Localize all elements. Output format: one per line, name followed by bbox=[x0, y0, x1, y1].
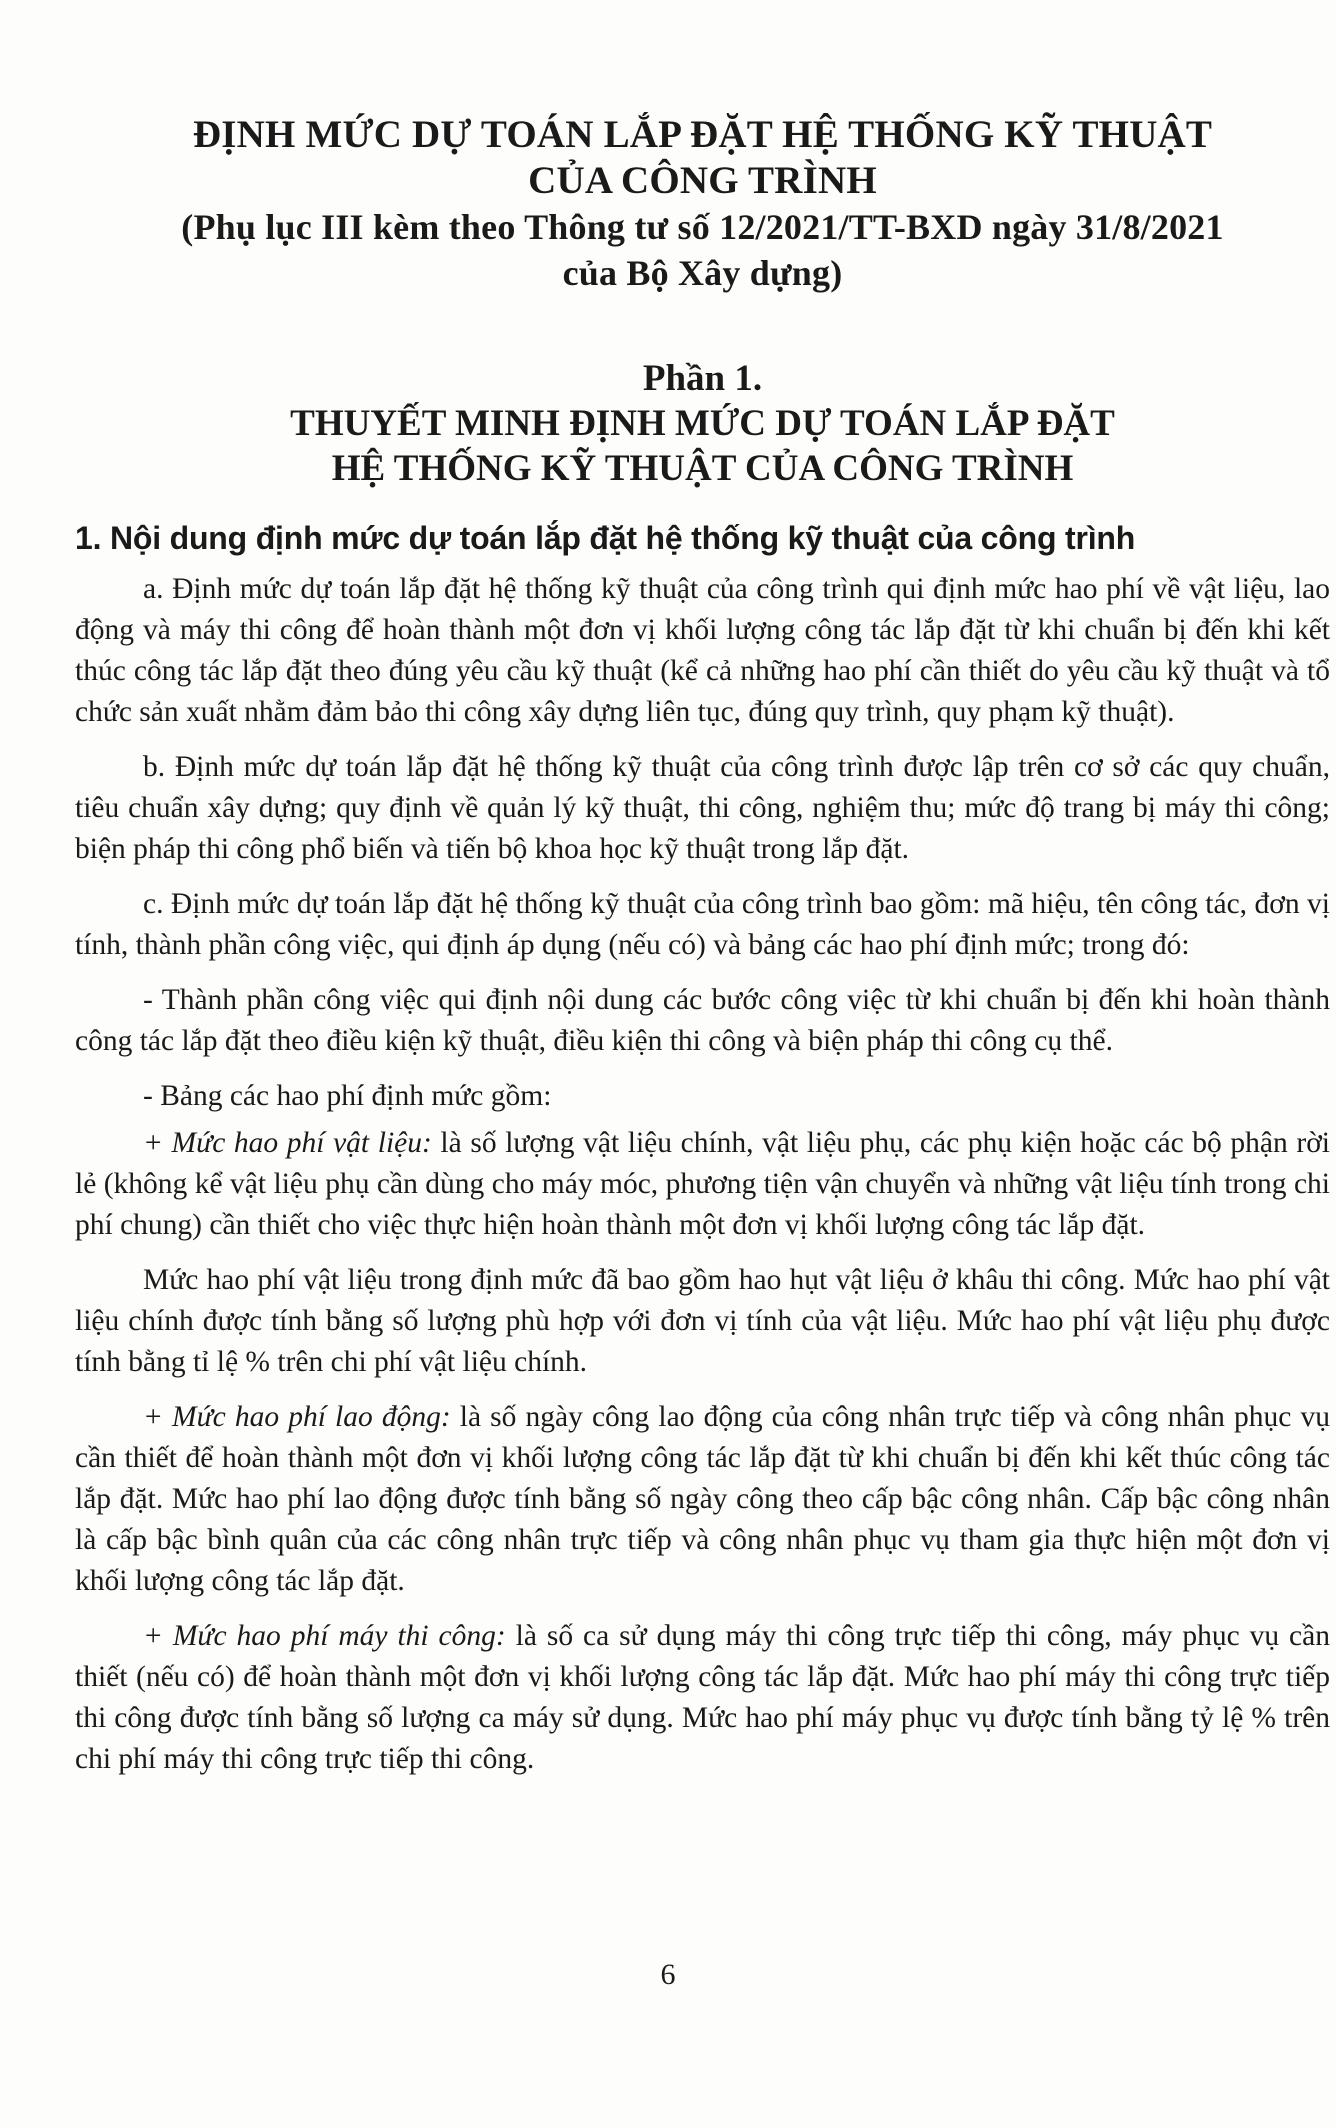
document-title bbox=[75, 112, 1330, 296]
title-line-2: CỦA CÔNG TRÌNH bbox=[528, 159, 877, 202]
material-cost-text: là số lượng vật liệu chính, vật liệu phụ, các phụ kiện hoặc các bộ phận rời lẻ (không kể vật liệu phụ cần dùng cho máy móc, phương tiện vận chuyển và những vật liệu tính trong chi phí chung) cần thiết cho việc thực hiện hoàn thành một đơn vị khối lượng công tác lắp đặt. bbox=[75, 1127, 1330, 1241]
part-label: Phần 1. bbox=[642, 358, 763, 399]
labor-cost-text: là số ngày công lao động của công nhân trực tiếp và công nhân phục vụ cần thiết để hoàn thành một đơn vị khối lượng công tác lắp đặt từ khi chuẩn bị đến khi kết thúc công tác lắp đặt. Mức hao phí lao động được tính bằng số ngày công theo cấp bậc công nhân. Cấp bậc công nhân là cấp bậc bình quân của các công nhân trực tiếp và công nhân phục vụ tham gia thực hiện một đơn vị khối lượng công tác lắp đặt. bbox=[75, 1401, 1330, 1597]
material-cost-paragraph bbox=[75, 1123, 1330, 1246]
title-line-1: ĐỊNH MỨC DỰ TOÁN LẮP ĐẶT HỆ THỐNG KỸ THUẬT bbox=[192, 113, 1213, 156]
machine-cost-paragraph bbox=[75, 1616, 1330, 1780]
page-content bbox=[75, 112, 1330, 1794]
paragraph-a: a. Định mức dự toán lắp đặt hệ thống kỹ thuật của công trình qui định mức hao phí về vật liệu, lao động và máy thi công để hoàn thành một đơn vị khối lượng công tác lắp đặt từ khi chuẩn bị đến khi kết thúc công tác lắp đặt theo đúng yêu cầu kỹ thuật (kể cả những hao phí cần thiết do yêu cầu kỹ thuật và tổ chức sản xuất nhằm đảm bảo thi công xây dựng liên tục, đúng quy trình, quy phạm kỹ thuật). bbox=[75, 573, 1330, 728]
part-heading bbox=[75, 356, 1330, 491]
labor-cost-term: + Mức hao phí lao động: bbox=[143, 1401, 451, 1433]
labor-cost-paragraph bbox=[75, 1397, 1330, 1602]
paragraph-c: c. Định mức dự toán lắp đặt hệ thống kỹ thuật của công trình bao gồm: mã hiệu, tên công tác, đơn vị tính, thành phần công việc, qui định áp dụng (nếu có) và bảng các hao phí định mức; trong đó: bbox=[75, 888, 1330, 961]
title-line-3: (Phụ lục III kèm theo Thông tư số 12/2021/TT-BXD ngày 31/8/2021 bbox=[181, 207, 1224, 247]
material-cost-note: Mức hao phí vật liệu trong định mức đã bao gồm hao hụt vật liệu ở khâu thi công. Mức hao phí vật liệu chính được tính bằng số lượng phù hợp với đơn vị tính của vật liệu. Mức hao phí vật liệu phụ được tính bằng tỉ lệ % trên chi phí vật liệu chính. bbox=[75, 1264, 1330, 1378]
machine-cost-text: là số ca sử dụng máy thi công trực tiếp thi công, máy phục vụ cần thiết (nếu có) để hoàn thành một đơn vị khối lượng công tác lắp đặt. Mức hao phí máy thi công trực tiếp thi công được tính bằng số lượng ca máy sử dụng. Mức hao phí máy phục vụ được tính bằng tỷ lệ % trên chi phí máy thi công trực tiếp thi công. bbox=[75, 1620, 1330, 1775]
title-line-4: của Bộ Xây dựng) bbox=[562, 253, 843, 293]
bullet-cost-table: - Bảng các hao phí định mức gồm: bbox=[143, 1080, 552, 1112]
part-heading-line-2: HỆ THỐNG KỸ THUẬT CỦA CÔNG TRÌNH bbox=[331, 448, 1074, 489]
material-cost-term: + Mức hao phí vật liệu: bbox=[143, 1127, 432, 1159]
part-heading-line-1: THUYẾT MINH ĐỊNH MỨC DỰ TOÁN LẮP ĐẶT bbox=[290, 403, 1115, 444]
page-number: 6 bbox=[660, 1958, 676, 1991]
section-1-heading: 1. Nội dung định mức dự toán lắp đặt hệ thống kỹ thuật của công trình bbox=[75, 520, 1136, 556]
paragraph-b: b. Định mức dự toán lắp đặt hệ thống kỹ thuật của công trình được lập trên cơ sở các quy chuẩn, tiêu chuẩn xây dựng; quy định về quản lý kỹ thuật, thi công, nghiệm thu; mức độ trang bị máy thi công; biện pháp thi công phổ biến và tiến bộ khoa học kỹ thuật trong lắp đặt. bbox=[75, 751, 1330, 865]
bullet-work-components: - Thành phần công việc qui định nội dung các bước công việc từ khi chuẩn bị đến khi hoàn thành công tác lắp đặt theo điều kiện kỹ thuật, điều kiện thi công và biện pháp thi công cụ thể. bbox=[75, 984, 1330, 1057]
machine-cost-term: + Mức hao phí máy thi công: bbox=[143, 1620, 506, 1652]
